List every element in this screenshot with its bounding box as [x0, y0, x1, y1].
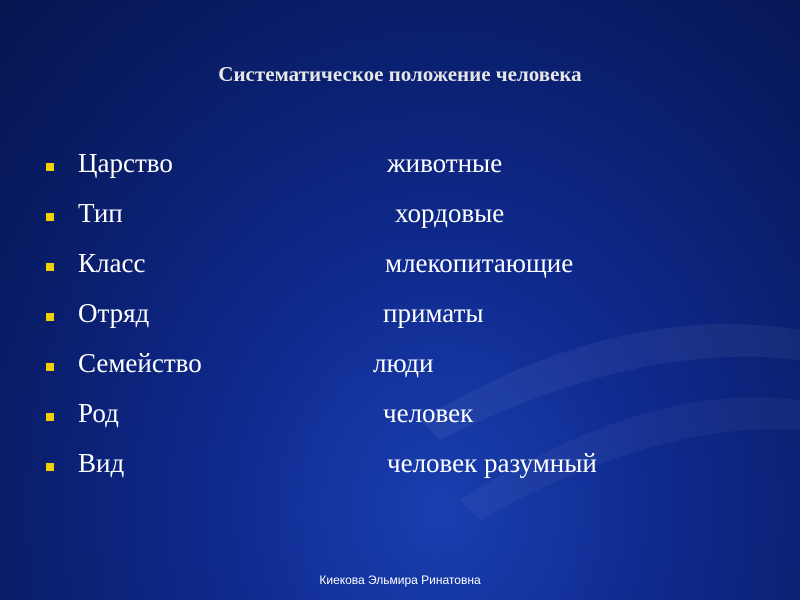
rank-value: люди	[373, 348, 434, 378]
list-item	[40, 346, 780, 396]
bullet-icon	[46, 263, 54, 271]
author-footer: Киекова Эльмира Ринатовна	[319, 573, 481, 587]
bullet-icon	[46, 463, 54, 471]
rank-label: Класс	[78, 248, 146, 278]
bullet-icon	[46, 313, 54, 321]
rank-label: Отряд	[78, 298, 150, 328]
list-item	[40, 246, 780, 296]
rank-value: приматы	[383, 298, 484, 328]
rank-label: Вид	[78, 448, 125, 478]
rank-value: человек	[383, 398, 474, 428]
rank-label: Род	[78, 398, 119, 428]
list-item	[40, 146, 780, 196]
rank-label: Царство	[78, 148, 173, 178]
list-item	[40, 396, 780, 446]
rank-value: млекопитающие	[385, 248, 574, 278]
taxonomy-list	[40, 146, 780, 496]
bullet-icon	[46, 413, 54, 421]
list-item	[40, 296, 780, 346]
rank-value: человек разумный	[387, 448, 597, 478]
rank-value: животные	[387, 148, 503, 178]
bullet-icon	[46, 163, 54, 171]
rank-value: хордовые	[395, 198, 505, 228]
bullet-icon	[46, 213, 54, 221]
bullet-icon	[46, 363, 54, 371]
rank-label: Семейство	[78, 348, 202, 378]
rank-label: Тип	[78, 198, 123, 228]
slide-title: Систематическое положение человека	[218, 62, 582, 86]
list-item	[40, 446, 780, 496]
list-item	[40, 196, 780, 246]
